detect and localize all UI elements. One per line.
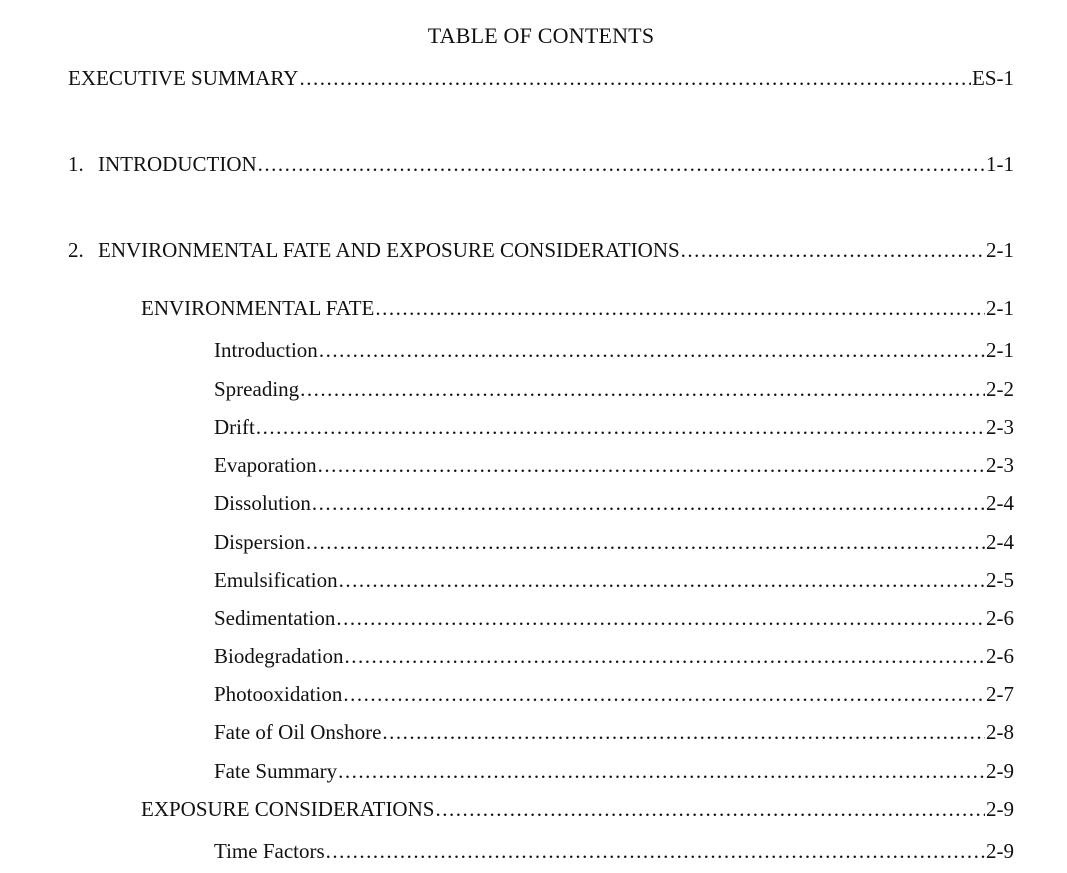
toc-entry-label: Sedimentation <box>214 606 336 630</box>
dot-leader <box>258 150 985 178</box>
toc-entry-photooxidation[interactable] <box>214 680 1014 708</box>
toc-entry-label: Fate of Oil Onshore <box>214 720 382 744</box>
toc-entry-label: Spreading <box>214 377 300 401</box>
toc-entry-page: 2-6 <box>986 644 1014 668</box>
toc-entry-page: 2-6 <box>986 606 1014 630</box>
toc-entry-evaporation[interactable] <box>214 451 1014 479</box>
dot-leader <box>338 757 985 785</box>
toc-entry-label: Dispersion <box>214 530 305 554</box>
toc-entry-dispersion[interactable] <box>214 528 1014 556</box>
toc-entry-fate-summary[interactable] <box>214 757 1014 785</box>
toc-entry-label: Emulsification <box>214 568 338 592</box>
toc-entry-emulsification[interactable] <box>214 566 1014 594</box>
toc-entry-page: 2-8 <box>986 720 1014 744</box>
dot-leader <box>343 680 985 708</box>
toc-entry-label: INTRODUCTION <box>98 152 257 176</box>
dot-leader <box>306 528 985 556</box>
dot-leader <box>326 837 985 865</box>
dot-leader <box>300 375 985 403</box>
toc-entry-label: Fate Summary <box>214 759 338 783</box>
section-number: 2. <box>68 238 84 262</box>
toc-entry-page: 2-1 <box>986 338 1014 362</box>
toc-entry-sedimentation[interactable] <box>214 604 1014 632</box>
toc-entry-label: Evaporation <box>214 453 317 477</box>
toc-entry-dissolution[interactable] <box>214 489 1014 517</box>
toc-entry-spreading[interactable] <box>214 375 1014 403</box>
toc-entry-label: Time Factors <box>214 839 325 863</box>
toc-entry-label: Dissolution <box>214 491 311 515</box>
toc-entry-page: 2-9 <box>986 839 1014 863</box>
dot-leader <box>344 642 985 670</box>
toc-entry-label: Introduction <box>214 338 318 362</box>
dot-leader <box>339 566 985 594</box>
toc-entry-page: 2-3 <box>986 453 1014 477</box>
dot-leader <box>681 236 985 264</box>
toc-entry-page: 2-1 <box>986 238 1014 262</box>
dot-leader <box>336 604 985 632</box>
dot-leader <box>312 489 985 517</box>
toc-entry-introduction[interactable] <box>68 150 1014 178</box>
toc-entry-label: EXPOSURE CONSIDERATIONS <box>141 797 435 821</box>
toc-entry-page: 2-9 <box>986 759 1014 783</box>
toc-entry-page: 2-1 <box>986 296 1014 320</box>
toc-entry-environmental-fate[interactable] <box>141 294 1014 322</box>
toc-entry-page: 2-9 <box>986 797 1014 821</box>
toc-entry-page: 2-7 <box>986 682 1014 706</box>
dot-leader <box>318 451 985 479</box>
toc-entry-time-factors[interactable] <box>214 837 1014 865</box>
toc-entry-page: 2-4 <box>986 530 1014 554</box>
toc-entry-fate-of-oil-onshore[interactable] <box>214 718 1014 746</box>
dot-leader <box>382 718 985 746</box>
toc-entry-label: ENVIRONMENTAL FATE AND EXPOSURE CONSIDERATIONS <box>98 238 680 262</box>
dot-leader <box>435 795 985 823</box>
dot-leader <box>375 294 985 322</box>
section-number: 1. <box>68 152 84 176</box>
toc-entry-page: 1-1 <box>986 152 1014 176</box>
toc-entry-page: 2-3 <box>986 415 1014 439</box>
toc-entry-executive-summary[interactable] <box>68 64 1014 92</box>
dot-leader <box>256 413 985 441</box>
dot-leader <box>299 64 971 92</box>
toc-entry-label: EXECUTIVE SUMMARY <box>68 66 299 90</box>
toc-entry-page: 2-5 <box>986 568 1014 592</box>
toc-entry-introduction-sub[interactable] <box>214 336 1014 364</box>
toc-entry-label: ENVIRONMENTAL FATE <box>141 296 375 320</box>
toc-entry-page: ES-1 <box>972 66 1014 90</box>
toc-entry-label: Drift <box>214 415 255 439</box>
toc-entry-chapter-2[interactable] <box>68 236 1014 264</box>
toc-entry-drift[interactable] <box>214 413 1014 441</box>
toc-entry-biodegradation[interactable] <box>214 642 1014 670</box>
toc-entry-page: 2-2 <box>986 377 1014 401</box>
toc-entry-label: Biodegradation <box>214 644 344 668</box>
toc-entry-page: 2-4 <box>986 491 1014 515</box>
dot-leader <box>319 336 985 364</box>
toc-entry-label: Photooxidation <box>214 682 343 706</box>
toc-entry-exposure-considerations[interactable] <box>141 795 1014 823</box>
page-title: TABLE OF CONTENTS <box>427 23 655 48</box>
